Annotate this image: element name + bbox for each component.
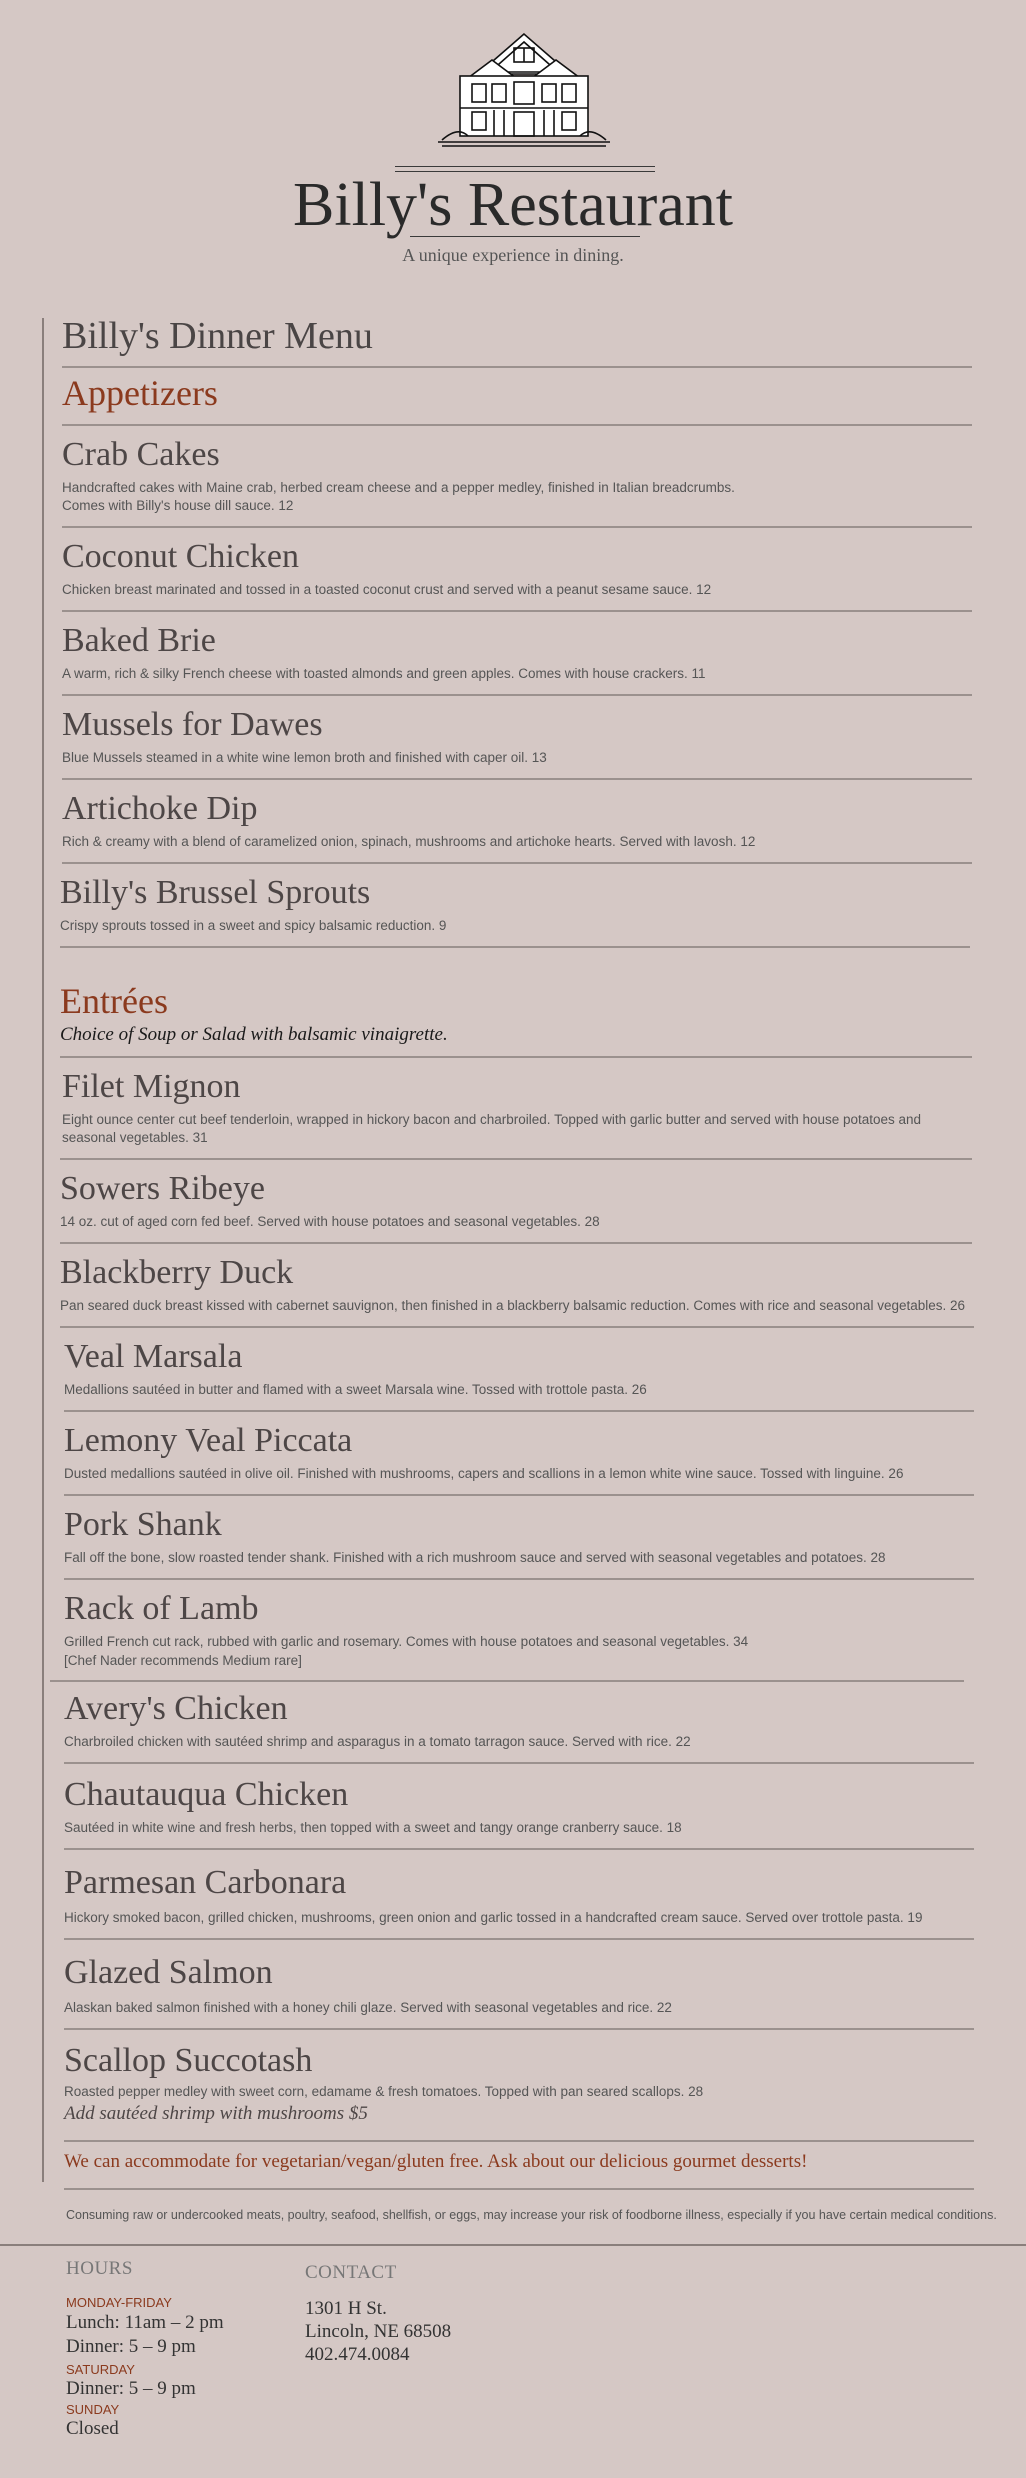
dietary-note: We can accommodate for vegetarian/vegan/gluten free. Ask about our delicious gourmet desserts! (64, 2151, 808, 2172)
divider (64, 1938, 974, 1940)
day-label: MONDAY-FRIDAY (66, 2295, 172, 2310)
item-name: Glazed Salmon (64, 1954, 273, 1991)
hours-line: Dinner: 5 – 9 pm (66, 2336, 196, 2357)
item-description: Alaskan baked salmon finished with a honey chili glaze. Served with seasonal vegetables and rice. 22 (64, 2000, 672, 2015)
hours-line: Lunch: 11am – 2 pm (66, 2312, 224, 2333)
phone-number[interactable]: 402.474.0084 (305, 2344, 410, 2365)
divider (62, 526, 972, 528)
divider (62, 694, 972, 696)
item-description: Eight ounce center cut beef tenderloin, wrapped in hickory bacon and charbroiled. Topped with garlic butter and served with house potatoes and (62, 1112, 922, 1127)
divider (62, 862, 972, 864)
hours-line: Closed (66, 2418, 119, 2439)
day-label: SATURDAY (66, 2362, 135, 2377)
item-description: Comes with Billy's house dill sauce. 12 (62, 498, 294, 513)
divider (60, 1326, 974, 1328)
item-description: Dusted medallions sautéed in olive oil. Finished with mushrooms, capers and scallions in a lemon white wine sauce. Tossed with linguine. 26 (64, 1466, 904, 1481)
item-description: Crispy sprouts tossed in a sweet and spicy balsamic reduction. 9 (60, 918, 447, 933)
divider (60, 1242, 972, 1244)
item-description: A warm, rich & silky French cheese with toasted almonds and green apples. Comes with house crackers. 11 (62, 666, 706, 681)
divider (60, 1158, 972, 1160)
item-name: Chautauqua Chicken (64, 1776, 349, 1813)
item-description: Pan seared duck breast kissed with cabernet sauvignon, then finished in a blackberry balsamic reduction. Comes with rice and seasonal vegetables. 26 (60, 1298, 966, 1313)
entrees-note: Choice of Soup or Salad with balsamic vinaigrette. (60, 1024, 448, 1045)
item-description: Charbroiled chicken with sautéed shrimp and asparagus in a tomato tarragon sauce. Served with rice. 22 (64, 1734, 691, 1749)
item-name: Avery's Chicken (64, 1690, 288, 1727)
item-description: Medallions sautéed in butter and flamed with a sweet Marsala wine. Tossed with trottole pasta. 26 (64, 1382, 647, 1397)
item-description: Sautéed in white wine and fresh herbs, then topped with a sweet and tangy orange cranberry sauce. 18 (64, 1820, 682, 1835)
item-name: Sowers Ribeye (60, 1170, 265, 1207)
item-description: Blue Mussels steamed in a white wine lemon broth and finished with caper oil. 13 (62, 750, 547, 765)
house-illustration-icon (438, 30, 610, 148)
divider (64, 2028, 974, 2030)
item-description: Fall off the bone, slow roasted tender shank. Finished with a rich mushroom sauce and served with seasonal vegetables and potatoes. 28 (64, 1550, 886, 1565)
food-safety-disclaimer: Consuming raw or undercooked meats, poultry, seafood, shellfish, or eggs, may increase your risk of foodborne illness, especially if you have certain medical conditions. (66, 2208, 997, 2222)
contact-heading: CONTACT (305, 2262, 397, 2283)
item-description: Hickory smoked bacon, grilled chicken, mushrooms, green onion and garlic tossed in a handcrafted cream sauce. Served over trottole pasta. 19 (64, 1910, 923, 1925)
hours-line: Dinner: 5 – 9 pm (66, 2378, 196, 2399)
divider (64, 2140, 974, 2142)
item-description: [Chef Nader recommends Medium rare] (64, 1653, 302, 1668)
menu-title: Billy's Dinner Menu (62, 315, 373, 357)
divider (62, 610, 972, 612)
item-name: Billy's Brussel Sprouts (60, 874, 371, 911)
item-name: Veal Marsala (64, 1338, 243, 1375)
item-name: Parmesan Carbonara (64, 1864, 347, 1901)
title-rule-top (395, 166, 655, 167)
divider (64, 1848, 974, 1850)
item-addon: Add sautéed shrimp with mushrooms $5 (64, 2103, 368, 2124)
divider (62, 778, 972, 780)
item-name: Filet Mignon (62, 1068, 241, 1105)
divider (62, 366, 972, 368)
item-name: Rack of Lamb (64, 1590, 259, 1627)
divider (64, 2188, 974, 2190)
divider (50, 1680, 964, 1682)
item-name: Pork Shank (64, 1506, 222, 1543)
tagline: A unique experience in dining. (402, 245, 624, 265)
item-name: Artichoke Dip (62, 790, 258, 827)
item-name: Mussels for Dawes (62, 706, 323, 743)
divider (64, 1410, 974, 1412)
hours-heading: HOURS (66, 2258, 133, 2279)
item-description: 14 oz. cut of aged corn fed beef. Served with house potatoes and seasonal vegetables. 28 (60, 1214, 600, 1229)
item-description: Handcrafted cakes with Maine crab, herbed cream cheese and a pepper medley, finished in Italian breadcrumbs. (62, 480, 735, 495)
divider (64, 1494, 974, 1496)
item-description: Roasted pepper medley with sweet corn, edamame & fresh tomatoes. Topped with pan seared scallops. 28 (64, 2084, 704, 2099)
item-name: Baked Brie (62, 622, 216, 659)
item-name: Scallop Succotash (64, 2042, 313, 2079)
day-label: SUNDAY (66, 2402, 120, 2417)
item-description: Grilled French cut rack, rubbed with garlic and rosemary. Comes with house potatoes and seasonal vegetables. 34 (64, 1634, 749, 1649)
section-title-entrees: Entrées (60, 981, 168, 1021)
item-description: seasonal vegetables. 31 (62, 1130, 208, 1145)
divider (60, 1056, 972, 1058)
divider (64, 1762, 974, 1764)
divider (60, 946, 970, 948)
section-title-appetizers: Appetizers (62, 373, 218, 413)
item-name: Blackberry Duck (60, 1254, 294, 1291)
title-rule-bottom (410, 236, 640, 237)
address-street: 1301 H St. (305, 2298, 387, 2319)
item-description: Chicken breast marinated and tossed in a toasted coconut crust and served with a peanut sesame sauce. 12 (62, 582, 712, 597)
footer-divider (0, 2244, 1026, 2246)
divider (62, 424, 972, 426)
item-name: Coconut Chicken (62, 538, 300, 575)
site-title: Billy's Restaurant (293, 171, 733, 239)
item-description: Rich & creamy with a blend of caramelized onion, spinach, mushrooms and artichoke hearts. Served with lavosh. 12 (62, 834, 756, 849)
item-name: Crab Cakes (62, 436, 220, 473)
divider (64, 1578, 974, 1580)
menu-left-border (42, 318, 44, 2182)
item-name: Lemony Veal Piccata (64, 1422, 353, 1459)
address-city: Lincoln, NE 68508 (305, 2321, 452, 2342)
